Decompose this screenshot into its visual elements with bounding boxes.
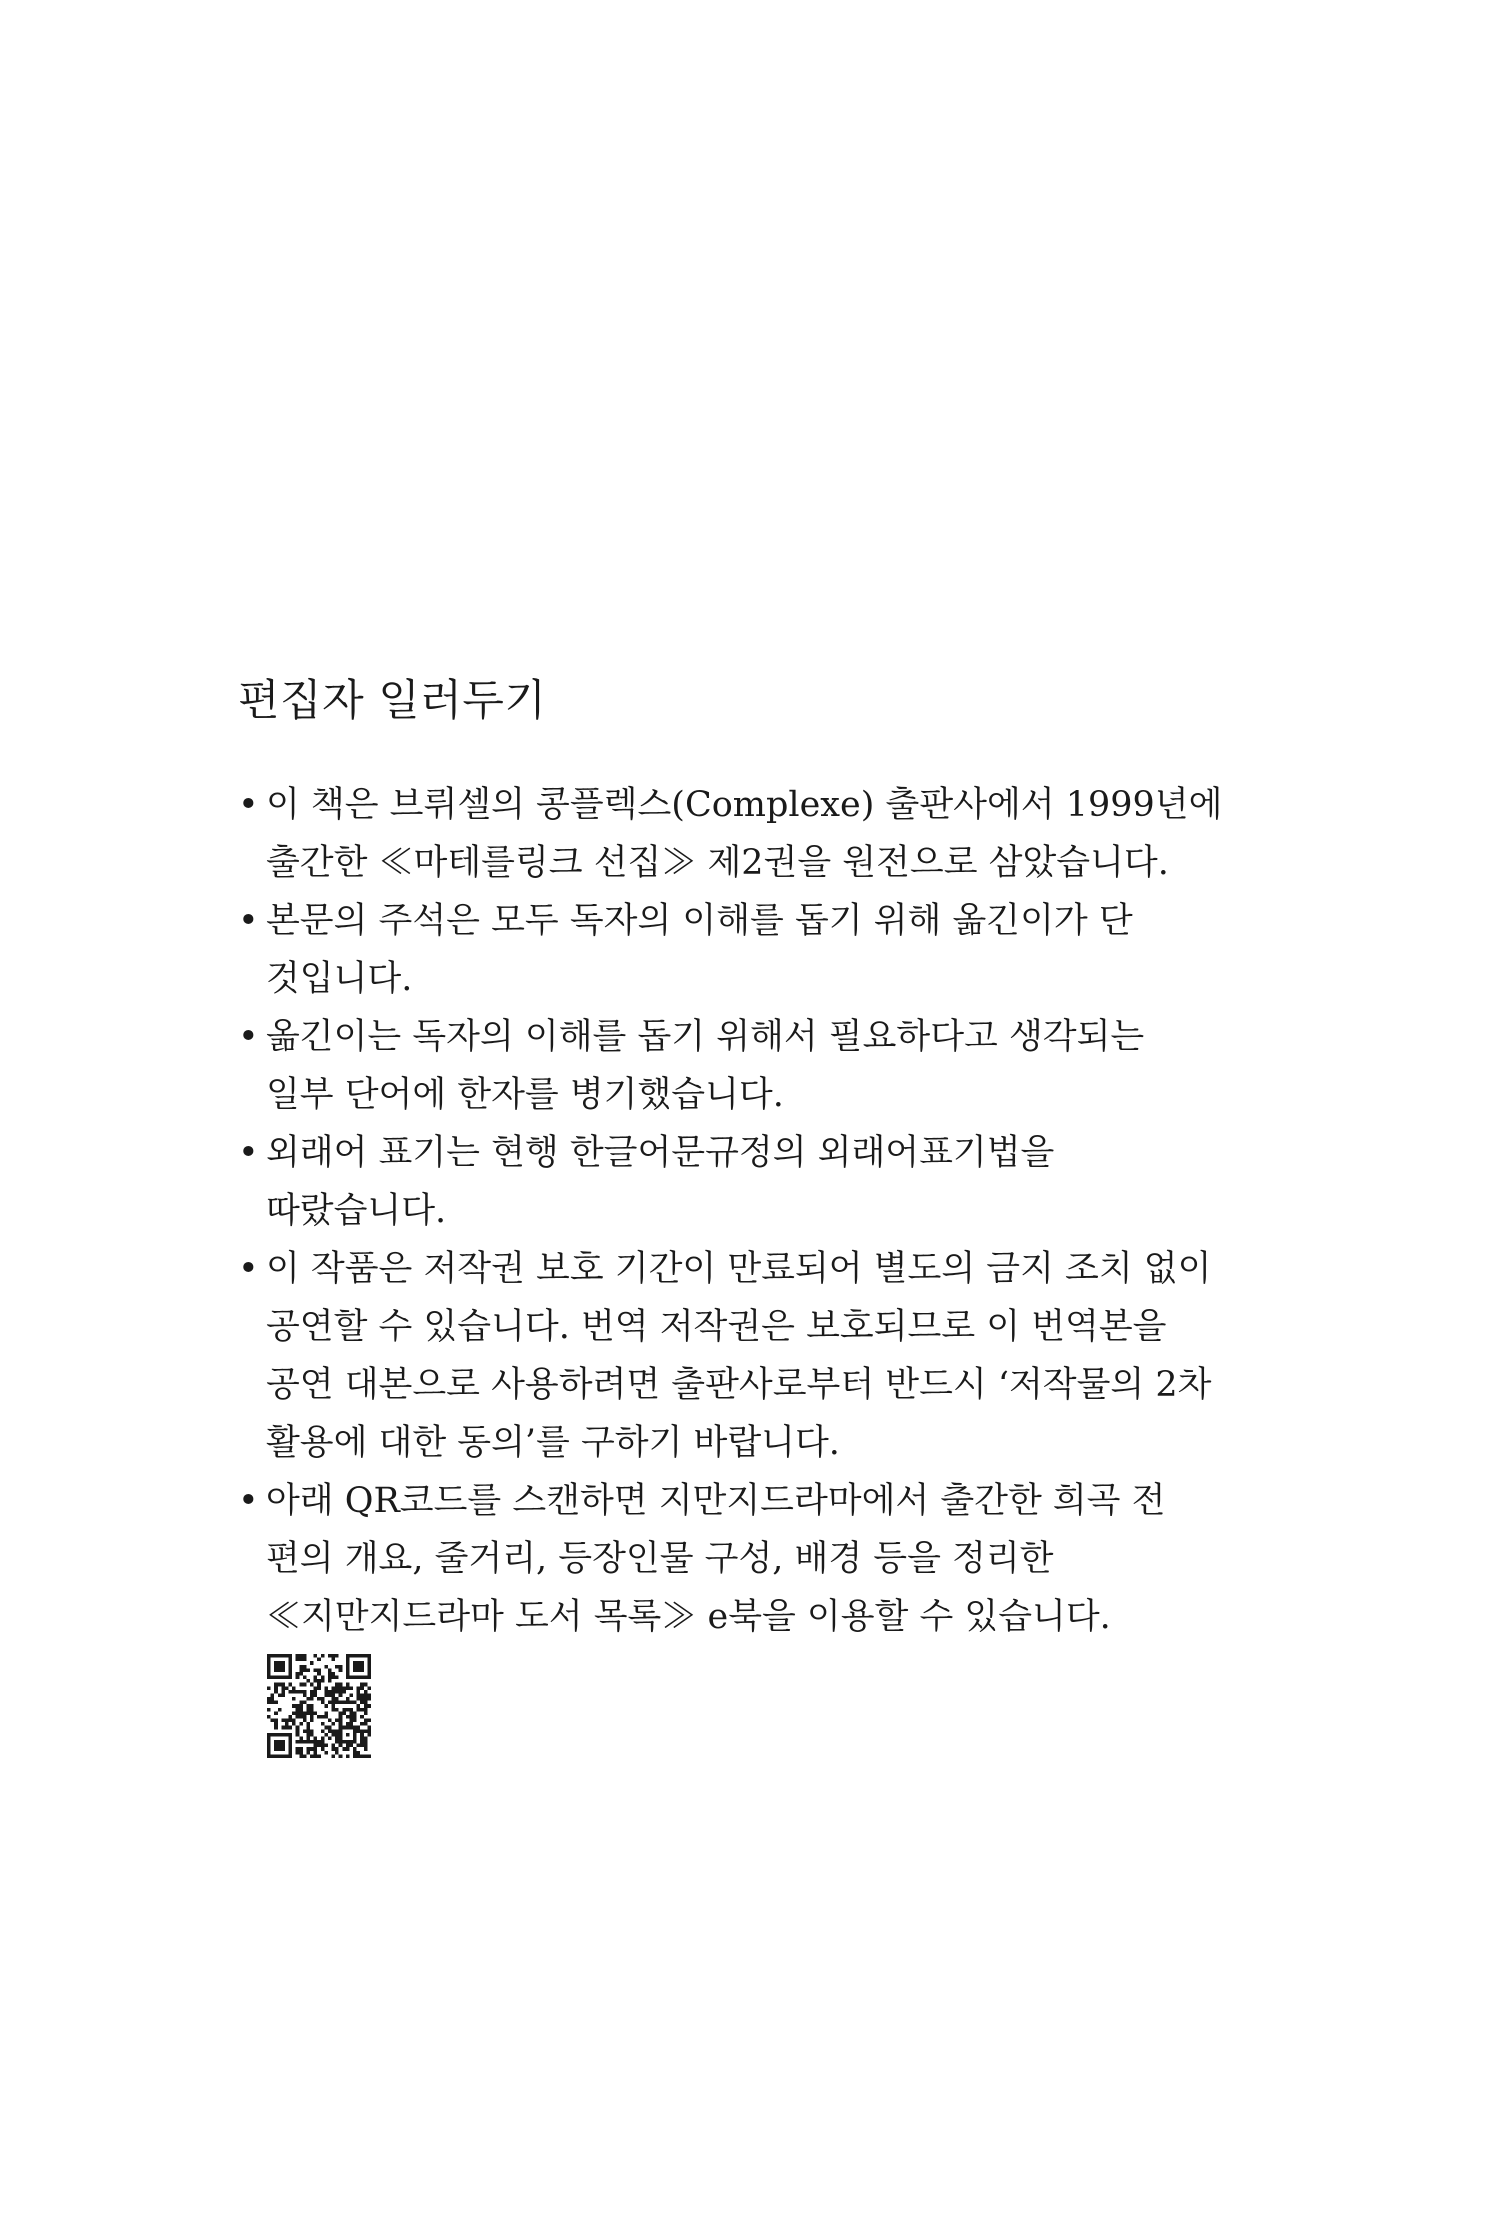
note-text-line: 옮긴이는 독자의 이해를 돕기 위해서 필요하다고 생각되는 xyxy=(266,1017,1145,1057)
list-item xyxy=(238,1008,1238,1124)
note-text-line: 것입니다. xyxy=(266,959,413,999)
note-text-line: 일부 단어에 한자를 병기했습니다. xyxy=(266,1075,784,1115)
bullet-icon: • xyxy=(238,1133,259,1173)
note-text-line: 외래어 표기는 현행 한글어문규정의 외래어표기법을 xyxy=(266,1133,1055,1173)
page-title: 편집자 일러두기 xyxy=(238,676,547,726)
list-item xyxy=(238,1240,1238,1472)
note-text-line: 출간한 ≪마테를링크 선집≫ 제2권을 원전으로 삼았습니다. xyxy=(266,843,1169,883)
note-list xyxy=(238,776,1238,1646)
list-item xyxy=(238,1472,1238,1646)
note-text-line: 이 작품은 저작권 보호 기간이 만료되어 별도의 금지 조치 없이 xyxy=(266,1249,1212,1289)
note-text-line: 공연할 수 있습니다. 번역 저작권은 보호되므로 이 번역본을 xyxy=(266,1307,1167,1347)
note-text-line: ≪지만지드라마 도서 목록≫ e북을 이용할 수 있습니다. xyxy=(266,1597,1111,1637)
bullet-icon: • xyxy=(238,1017,259,1057)
bullet-icon: • xyxy=(238,785,259,825)
editor-notes xyxy=(238,672,1238,1646)
note-text-line: 이 책은 브뤼셀의 콩플렉스(Complexe) 출판사에서 1999년에 xyxy=(266,785,1223,825)
bullet-icon: • xyxy=(238,1481,259,1521)
note-text-line: 공연 대본으로 사용하려면 출판사로부터 반드시 ‘저작물의 2차 xyxy=(266,1365,1212,1405)
bullet-icon: • xyxy=(238,1249,259,1289)
note-text-line: 활용에 대한 동의’를 구하기 바랍니다. xyxy=(266,1423,840,1463)
note-text-line: 편의 개요, 줄거리, 등장인물 구성, 배경 등을 정리한 xyxy=(266,1539,1054,1579)
list-item xyxy=(238,892,1238,1008)
note-text-line: 따랐습니다. xyxy=(266,1191,447,1231)
qr-code-icon[interactable] xyxy=(267,1654,371,1758)
note-text-line: 본문의 주석은 모두 독자의 이해를 돕기 위해 옮긴이가 단 xyxy=(266,901,1133,941)
list-item xyxy=(238,776,1238,892)
bullet-icon: • xyxy=(238,901,259,941)
note-text-line: 아래 QR코드를 스캔하면 지만지드라마에서 출간한 희곡 전 xyxy=(266,1481,1166,1521)
list-item xyxy=(238,1124,1238,1240)
